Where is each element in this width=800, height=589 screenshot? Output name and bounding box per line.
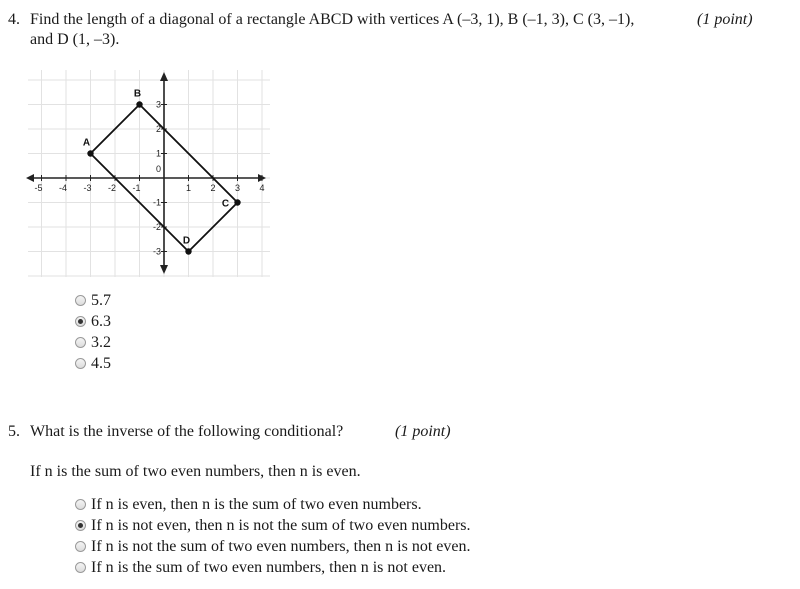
- y-tick-label: 0: [155, 164, 161, 174]
- q4-number: 4.: [8, 11, 20, 28]
- radio-button[interactable]: [75, 499, 86, 510]
- x-tick-label: -3: [83, 183, 92, 193]
- y-axis-arrow-up: [160, 72, 168, 81]
- radio-button[interactable]: [75, 358, 86, 369]
- q5-option-1[interactable]: [75, 494, 471, 515]
- x-tick-label: 2: [210, 183, 216, 193]
- q5-option-label: If n is the sum of two even numbers, then n is not even.: [91, 558, 447, 576]
- radio-button[interactable]: [75, 562, 86, 573]
- q5-option-label: If n is even, then n is the sum of two even numbers.: [91, 495, 422, 513]
- q5-points: (1 point): [395, 423, 451, 440]
- q4-text-line2: and D (1, –3).: [30, 31, 120, 48]
- y-tick-label: -1: [152, 197, 161, 208]
- y-tick-label: 1: [155, 148, 161, 159]
- q5-number: 5.: [8, 423, 20, 440]
- vertex-label: B: [133, 88, 142, 100]
- q4-options: [75, 290, 111, 374]
- q5-text: What is the inverse of the following conditional?: [30, 423, 344, 440]
- y-tick-label: -2: [152, 222, 161, 232]
- q4-option-1[interactable]: [75, 290, 111, 311]
- q5-option-3[interactable]: [75, 536, 471, 557]
- y-tick-label: -3: [152, 246, 161, 257]
- x-tick-label: 3: [234, 183, 241, 193]
- q5-option-4[interactable]: [75, 557, 471, 578]
- x-axis-arrow-left: [26, 174, 34, 182]
- radio-button-selected[interactable]: [75, 316, 86, 327]
- vertex-point: [87, 150, 93, 156]
- q4-points: (1 point): [697, 11, 753, 28]
- vertex-point: [185, 248, 191, 254]
- q4-option-4[interactable]: [75, 353, 111, 374]
- vertex-label: C: [221, 198, 230, 210]
- x-tick-label: -1: [132, 183, 141, 193]
- y-tick-label: 3: [155, 99, 161, 110]
- q5-option-label: If n is not even, then n is not the sum of two even numbers.: [91, 516, 471, 534]
- x-tick-label: 4: [259, 183, 265, 193]
- q4-option-label: 3.2: [91, 333, 111, 351]
- q4-option-label: 4.5: [91, 354, 111, 372]
- radio-button[interactable]: [75, 295, 86, 306]
- q5-option-label: If n is not the sum of two even numbers, then n is not even.: [91, 537, 471, 555]
- radio-button-selected[interactable]: [75, 520, 86, 531]
- q5-statement: If n is the sum of two even numbers, then n is even.: [30, 463, 361, 480]
- vertex-point: [234, 199, 240, 205]
- q4-text-line1: Find the length of a diagonal of a rectangle ABCD with vertices A (–3, 1), B (–1, 3), C (3, –1),: [30, 11, 635, 28]
- vertex-label: D: [182, 235, 191, 247]
- radio-button[interactable]: [75, 337, 86, 348]
- q5-options: [75, 494, 471, 578]
- x-tick-label: -2: [107, 183, 117, 193]
- x-tick-label: -5: [34, 183, 43, 193]
- x-tick-label: -4: [58, 183, 68, 193]
- x-tick-label: 1: [185, 183, 192, 193]
- q5-option-2[interactable]: [75, 515, 471, 536]
- q4-option-3[interactable]: [75, 332, 111, 353]
- vertex-point: [136, 101, 142, 107]
- y-tick-label: 2: [155, 124, 161, 134]
- q4-option-label: 5.7: [91, 291, 111, 309]
- coordinate-graph: [20, 62, 280, 292]
- y-axis-arrow-down: [160, 265, 168, 274]
- q4-option-label: 6.3: [91, 312, 111, 330]
- q4-option-2[interactable]: [75, 311, 111, 332]
- radio-button[interactable]: [75, 541, 86, 552]
- vertex-label: A: [82, 137, 91, 149]
